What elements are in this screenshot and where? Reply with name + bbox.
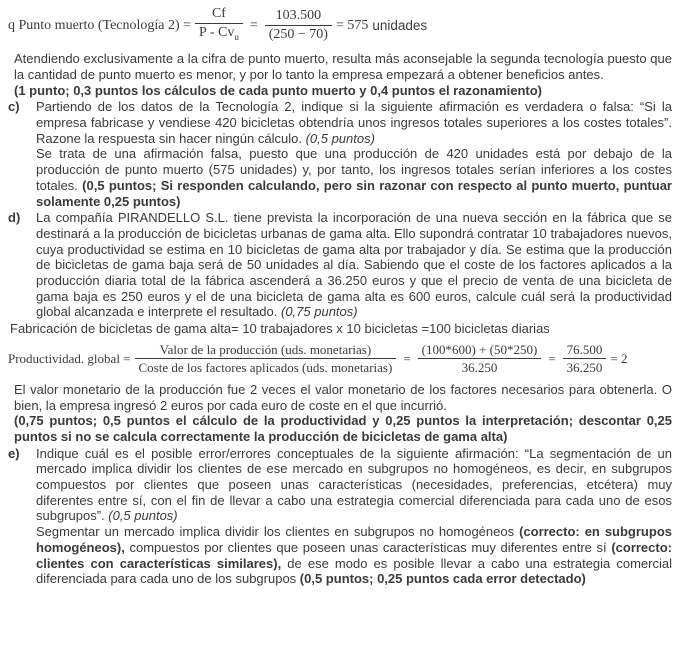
item-e-answer-correction1: (correcto: en subgrupos homogéneos), [36,524,672,555]
productivity-formula [8,339,672,379]
break-even-fraction-symbolic [195,6,243,45]
item-e-question [36,446,672,525]
item-c-question [36,99,672,146]
item-e-answer-seg2: compuestos por clientes que poseen unas características muy diferentes entre sí [124,539,612,555]
item-e-label: e) [8,445,20,461]
equals-sign: = [548,351,556,366]
item-e-answer-points: (0,5 puntos; 0,25 puntos cada error detectado) [299,571,586,587]
item-d-label: d) [8,210,21,226]
item-e-answer-seg3: de ese modo es posible llevar a cabo una estrategia comercial diferenciada para cada uno de los subgrupos [36,555,672,587]
break-even-result: = 575 [335,17,369,33]
item-d-question [36,210,672,320]
question-item-c [8,99,672,209]
break-even-reasoning-paragraph: Atendiendo exclusivamente a la cifra de punto muerto, resulta más aconsejable la segunda tecnología puesto que la cantidad de punto muerto es menor, y por lo tanto la empresa empezará a obtener beneficios antes. [14,51,672,82]
question-item-e [8,446,672,587]
item-e-answer [36,524,672,587]
break-even-points-line: (1 punto; 0,3 puntos los cálculos de cada punto muerto y 0,4 puntos el razonamiento) [14,82,543,98]
break-even-denominator-value: (250 − 70) [265,25,332,43]
productivity-formula-lhs: Productividad. global = [8,351,131,366]
item-c-question-points: (0,5 puntos) [305,130,375,146]
break-even-denominator-symbolic: P - $Cv_u$ [195,23,243,46]
productivity-denominator-definition: Coste de los factores aplicados (uds. monetarias) [135,358,397,376]
equals-sign: = [403,351,411,366]
productivity-fraction-definition [135,342,397,376]
break-even-numerator-cf: Cf [211,6,226,21]
productivity-result: = 2 [610,351,628,366]
item-c-label: c) [8,99,20,115]
item-c-question-text: Partiendo de los datos de la Tecnología 2, indique si la siguiente afirmación es verdadera o falsa: “Si la empresa fabricase y vendiese 420 bicicletas obtendría unos ingresos totales superiores a los costes totales”. Razone la respuesta sin hacer ningún cálculo. [36,99,672,146]
item-c-answer [36,146,672,209]
productivity-numerator-definition: Valor de la producción (uds. monetarias) [159,341,372,357]
item-e-question-text: Indique cuál es el posible error/errores conceptuales de la siguiente afirmación: “La segmentación de un mercado implica dividir los clientes de ese mercado en subgrupos no homogéneos, es decir, en subgrupos compuestos por clientes que poseen unas características (necesidades, preferencias, etcétera) muy diferentes entre sí, con el fin de llevar a cabo una estrategia comercial diferenciada para cada uno de esos subgrupos”. [36,445,672,524]
item-e-question-points: (0,5 puntos) [108,508,178,524]
item-d-points-line: (0,75 puntos; 0,5 puntos el cálculo de la productividad y 0,25 puntos la interpretación; descontar 0,25 puntos si no se calcula correctamente la producción de bicicletas de gama alta) [14,413,672,444]
productivity-fraction-simplified [563,342,607,376]
item-d-question-text: La compañía PIRANDELLO S.L. tiene prevista la incorporación de una nueva sección en la fábrica que se destinará a la producción de bicicletas urbanas de gama alta. Ello supondrá contratar 10 trabajadores nuevos, cuya productividad se estima en 10 bicicletas de gama alta por trabajador y día. Se estima que la producción de bicicletas de gama baja será de 50 unidades al día. Sabiendo que el coste de los factores aplicados a la producción diaria total de la fábrica ascenderá a 36.250 euros y que el precio de venta de una bicicleta de gama baja es 250 euros y el de una bicicleta de gama alta es 600 euros, calcule cuál será la productividad global alcanzada e interprete el resultado. [36,210,672,320]
item-e-answer-correction2: (correcto: clientes con características similares), [36,539,672,571]
productivity-numerator-simplified: 76.500 [566,341,603,357]
productivity-fraction-calculation [418,342,542,376]
question-item-d [8,210,672,320]
break-even-numerator-value: 103.500 [275,8,322,24]
equals-sign: = [249,17,258,33]
productivity-interpretation-paragraph: El valor monetario de la producción fue 2 veces el valor monetario de los factores necesarios para obtenerla. O bien, la empresa ingresó 2 euros por cada euro de coste en el que incurrió. [14,381,672,413]
high-end-production-line: Fabricación de bicicletas de gama alta= 10 trabajadores x 10 bicicletas =100 bicicletas diarias [10,321,550,337]
break-even-fraction-numeric [265,8,332,42]
subscript-u: u [234,31,239,42]
productivity-denominator-simplified: 36.250 [563,358,607,376]
break-even-formula-lhs: q Punto muerto (Tecnología 2) = [8,17,192,33]
item-c-answer-text: Se trata de una afirmación falsa, puesto que una producción de 420 unidades está por debajo de la producción de punto muerto (575 unidades) y, por tanto, los ingresos totales serían inferiores a los costes totales. [36,146,672,193]
break-even-unit: unidades [372,17,428,33]
item-d-question-points: (0,75 puntos) [281,304,358,320]
productivity-numerator-calculation: (100*600) + (50*250) [421,341,538,357]
break-even-formula [8,6,672,45]
productivity-denominator-calculation: 36.250 [418,358,542,376]
item-e-answer-seg1: Segmentar un mercado implica dividir los clientes en subgrupos no homogéneos [36,524,520,540]
item-c-answer-points: (0,5 puntos; Si responden calculando, pero sin razonar con respecto al punto muerto, puntuar solamente 0,25 puntos) [36,177,672,209]
